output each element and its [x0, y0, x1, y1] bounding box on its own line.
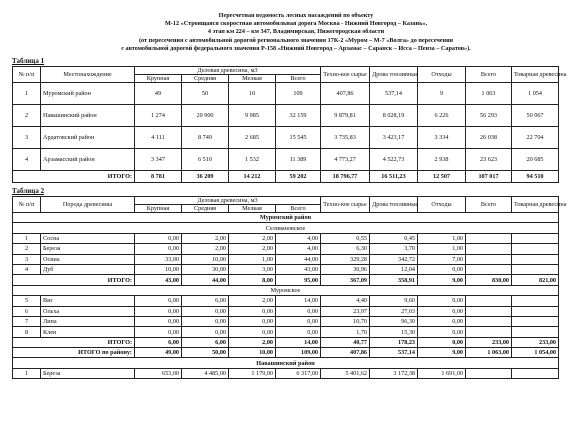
cell-waste: 1,00: [418, 233, 466, 243]
col-technical-header: Техно-кое сырье: [321, 197, 370, 213]
col-small-header: Мелкая: [229, 75, 276, 83]
cell-all: 56 293: [466, 105, 512, 127]
cell-commercial: 1 054: [512, 83, 559, 105]
cell-small: 0,00: [229, 316, 276, 326]
cell-large: 4 111: [135, 127, 182, 149]
cell-total: 32 159: [276, 105, 321, 127]
cell-total: 4,00: [276, 244, 321, 254]
cell-medium: 2,00: [182, 244, 229, 254]
cell-location: Муромский район: [41, 83, 135, 105]
cell-total: 0,00: [276, 316, 321, 326]
cell-firewood: 96,30: [370, 316, 418, 326]
col-firewood-header: Дрова топливные: [370, 197, 418, 213]
cell-small: 10: [229, 83, 276, 105]
cell-commercial: 22 704: [512, 127, 559, 149]
subtotal-commercial: 1 054,00: [512, 348, 559, 358]
cell-commercial: [512, 264, 559, 274]
subtotal-label: ИТОГО:: [13, 337, 135, 347]
cell-large: 0,00: [135, 233, 182, 243]
cell-total: 4,00: [276, 233, 321, 243]
subtotal-small: 2,00: [229, 337, 276, 347]
cell-all: 23 623: [466, 149, 512, 171]
cell-medium: 10,00: [182, 254, 229, 264]
col-location-header: Местонахождение: [41, 67, 135, 83]
cell-total: 43,00: [276, 264, 321, 274]
col-all-header: Всего: [466, 197, 512, 213]
cell-waste: 0,00: [418, 316, 466, 326]
header-line-1: Пересчетная ведомость лесных насаждений по объекту: [218, 12, 374, 19]
cell-species: Ольха: [41, 306, 135, 316]
subtotal-total: 14,00: [276, 337, 321, 347]
total-firewood: 16 511,23: [370, 171, 418, 183]
subtotal-label: ИТОГО по району:: [13, 348, 135, 358]
table-row: [13, 127, 559, 149]
cell-all: [466, 233, 512, 243]
header-line-3: 4 этап км 224 – км 347, Владимирская, Нижегородская области: [207, 28, 385, 36]
cell-num: 5: [13, 296, 41, 306]
col-species-header: Порода древесины: [41, 197, 135, 213]
forestry-name: Муромское: [13, 285, 559, 295]
cell-waste: 9: [418, 83, 466, 105]
table-row: [13, 368, 559, 378]
subtotal-firewood: 358,91: [370, 275, 418, 285]
cell-large: 1 274: [135, 105, 182, 127]
cell-all: 26 038: [466, 127, 512, 149]
cell-num: 4: [13, 264, 41, 274]
cell-firewood: 3,70: [370, 244, 418, 254]
col-large-header: Крупная: [135, 205, 182, 213]
col-commercial-header: Товарная древесина: [512, 197, 559, 213]
cell-large: 0,00: [135, 316, 182, 326]
cell-firewood: 15,30: [370, 327, 418, 337]
table-1-label: Таблица 1: [12, 57, 45, 66]
subtotal-firewood: 178,23: [370, 337, 418, 347]
cell-species: Липа: [41, 316, 135, 326]
subtotal-row: [13, 337, 559, 347]
cell-small: 0,00: [229, 327, 276, 337]
table-row: [13, 327, 559, 337]
cell-total: 14,00: [276, 296, 321, 306]
col-technical-header: Техно-кое сырье: [321, 67, 370, 83]
district-section-row: [13, 358, 559, 368]
header-line-4: (от пересечения с автомобильной дорогой регионального значения 17К-2 «Муром – М-7 «Волга» до пересечения: [138, 36, 454, 44]
total-technical: 18 796,77: [321, 171, 370, 183]
cell-waste: 1,00: [418, 244, 466, 254]
district-name: Навашинский район: [13, 358, 559, 368]
cell-num: 1: [13, 368, 41, 378]
cell-waste: 2 938: [418, 149, 466, 171]
col-small-header: Мелкая: [229, 205, 276, 213]
cell-total: 6 317,00: [276, 368, 321, 378]
cell-num: 2: [13, 105, 41, 127]
summary-table-body: [13, 83, 559, 183]
subtotal-row: [13, 348, 559, 358]
cell-location: Ардатовский район: [41, 127, 135, 149]
cell-large: 0,00: [135, 244, 182, 254]
cell-num: 3: [13, 127, 41, 149]
cell-firewood: 0,45: [370, 233, 418, 243]
forestry-name: Селивановское: [13, 223, 559, 233]
document-header: [32, 12, 560, 53]
cell-all: [466, 244, 512, 254]
col-total-header: Всего: [276, 75, 321, 83]
district-name: Муромский район: [13, 213, 559, 223]
cell-waste: 3 334: [418, 127, 466, 149]
cell-large: 33,00: [135, 254, 182, 264]
detail-table: [12, 196, 567, 379]
col-waste-header: Отходы: [418, 67, 466, 83]
cell-total: 15 545: [276, 127, 321, 149]
col-medium-header: Средняя: [182, 75, 229, 83]
subtotal-row: [13, 275, 559, 285]
total-large: 8 781: [135, 171, 182, 183]
cell-large: 10,00: [135, 264, 182, 274]
cell-location: Навашинский район: [41, 105, 135, 127]
col-commercial-header: Товарная древесина: [512, 67, 559, 83]
cell-technical: 3 735,83: [321, 127, 370, 149]
detail-table-body: [13, 213, 559, 379]
cell-medium: 6,00: [182, 296, 229, 306]
cell-total: 109: [276, 83, 321, 105]
cell-waste: 1 691,00: [418, 368, 466, 378]
cell-small: 1 179,00: [229, 368, 276, 378]
cell-waste: 0,00: [418, 264, 466, 274]
cell-commercial: [512, 368, 559, 378]
table-2-label: Таблица 2: [12, 187, 45, 196]
cell-firewood: 27,03: [370, 306, 418, 316]
cell-species: Сосна: [41, 233, 135, 243]
subtotal-firewood: 537,14: [370, 348, 418, 358]
subtotal-medium: 6,00: [182, 337, 229, 347]
cell-species: Береза: [41, 244, 135, 254]
cell-technical: 329,28: [321, 254, 370, 264]
cell-waste: 6 226: [418, 105, 466, 127]
cell-commercial: [512, 306, 559, 316]
cell-firewood: 9,60: [370, 296, 418, 306]
cell-medium: 6 510: [182, 149, 229, 171]
cell-technical: 23,97: [321, 306, 370, 316]
cell-num: 2: [13, 244, 41, 254]
cell-large: 653,00: [135, 368, 182, 378]
total-medium: 36 209: [182, 171, 229, 183]
subtotal-commercial: 821,00: [512, 275, 559, 285]
col-firewood-header: Дрова топливные: [370, 67, 418, 83]
table-row: [13, 244, 559, 254]
total-label: ИТОГО:: [13, 171, 135, 183]
subtotal-total: 109,00: [276, 348, 321, 358]
cell-total: 0,00: [276, 306, 321, 316]
total-total: 59 202: [276, 171, 321, 183]
col-num-header: № п/п: [13, 67, 41, 83]
col-waste-header: Отходы: [418, 197, 466, 213]
cell-technical: 9 879,81: [321, 105, 370, 127]
cell-all: [466, 316, 512, 326]
table-row: [13, 264, 559, 274]
subtotal-large: 6,00: [135, 337, 182, 347]
cell-large: 6,00: [135, 296, 182, 306]
total-all: 107 017: [466, 171, 512, 183]
subtotal-medium: 44,00: [182, 275, 229, 285]
subtotal-small: 8,00: [229, 275, 276, 285]
cell-firewood: 3 423,17: [370, 127, 418, 149]
cell-num: 8: [13, 327, 41, 337]
col-num-header: № п/п: [13, 197, 41, 213]
header-line-5: с автомобильной дорогой федерального значения Р-158 «Нижний Новгород – Арзамас – Саранск – Исса – Пенза – Саратов»).: [121, 44, 471, 52]
cell-large: 0,00: [135, 306, 182, 316]
cell-technical: 4,40: [321, 296, 370, 306]
cell-all: [466, 368, 512, 378]
cell-species: Вяз: [41, 296, 135, 306]
cell-small: 2 685: [229, 127, 276, 149]
cell-large: 49: [135, 83, 182, 105]
cell-firewood: 8 028,19: [370, 105, 418, 127]
cell-commercial: [512, 327, 559, 337]
cell-technical: 1,70: [321, 327, 370, 337]
cell-small: 9 985: [229, 105, 276, 127]
cell-all: [466, 296, 512, 306]
subtotal-all: 830,00: [466, 275, 512, 285]
subtotal-technical: 367,09: [321, 275, 370, 285]
table-row: [13, 306, 559, 316]
cell-small: 1,00: [229, 254, 276, 264]
cell-technical: 4 773,27: [321, 149, 370, 171]
cell-small: 2,00: [229, 244, 276, 254]
cell-num: 1: [13, 83, 41, 105]
subtotal-all: 1 063,00: [466, 348, 512, 358]
cell-medium: 20 900: [182, 105, 229, 127]
subtotal-medium: 50,00: [182, 348, 229, 358]
cell-species: Осина: [41, 254, 135, 264]
subtotal-total: 95,00: [276, 275, 321, 285]
total-waste: 12 507: [418, 171, 466, 183]
cell-num: 1: [13, 233, 41, 243]
cell-large: 0,00: [135, 327, 182, 337]
table-row: [13, 316, 559, 326]
cell-num: 7: [13, 316, 41, 326]
cell-all: 1 063: [466, 83, 512, 105]
cell-firewood: 4 522,73: [370, 149, 418, 171]
cell-small: 1 532: [229, 149, 276, 171]
cell-small: 3,00: [229, 264, 276, 274]
cell-all: [466, 306, 512, 316]
cell-commercial: [512, 233, 559, 243]
table-row: [13, 83, 559, 105]
cell-firewood: 12,04: [370, 264, 418, 274]
subtotal-technical: 407,86: [321, 348, 370, 358]
forestry-subsection-row: [13, 285, 559, 295]
header-line-2: М-12 «Строящаяся скоростная автомобильная дорога Москва - Нижний Новгород – Казань»,: [164, 20, 428, 28]
subtotal-waste: 0,00: [418, 337, 466, 347]
cell-species: Береза: [41, 368, 135, 378]
subtotal-waste: 9,00: [418, 348, 466, 358]
cell-technical: 0,55: [321, 233, 370, 243]
cell-all: [466, 264, 512, 274]
subtotal-large: 43,00: [135, 275, 182, 285]
cell-medium: 4 485,00: [182, 368, 229, 378]
table-row: [13, 296, 559, 306]
cell-technical: 6,30: [321, 244, 370, 254]
cell-large: 3 347: [135, 149, 182, 171]
table-row: [13, 105, 559, 127]
cell-waste: 0,00: [418, 327, 466, 337]
cell-medium: 2,00: [182, 233, 229, 243]
cell-medium: 0,00: [182, 327, 229, 337]
cell-medium: 50: [182, 83, 229, 105]
cell-species: Клен: [41, 327, 135, 337]
subtotal-small: 10,00: [229, 348, 276, 358]
cell-commercial: 50 067: [512, 105, 559, 127]
cell-firewood: 342,72: [370, 254, 418, 264]
table-row: [13, 233, 559, 243]
subtotal-label: ИТОГО:: [13, 275, 135, 285]
cell-medium: 0,00: [182, 316, 229, 326]
cell-commercial: [512, 244, 559, 254]
forestry-subsection-row: [13, 223, 559, 233]
cell-num: 6: [13, 306, 41, 316]
cell-technical: 5 401,62: [321, 368, 370, 378]
subtotal-commercial: 233,00: [512, 337, 559, 347]
col-large-header: Крупная: [135, 75, 182, 83]
cell-small: 0,00: [229, 306, 276, 316]
cell-num: 4: [13, 149, 41, 171]
cell-technical: 30,96: [321, 264, 370, 274]
subtotal-large: 49,00: [135, 348, 182, 358]
subtotal-all: 233,00: [466, 337, 512, 347]
cell-medium: 30,00: [182, 264, 229, 274]
cell-commercial: [512, 254, 559, 264]
district-section-row: [13, 213, 559, 223]
table-row: [13, 149, 559, 171]
cell-species: Дуб: [41, 264, 135, 274]
cell-waste: 0,00: [418, 296, 466, 306]
cell-waste: 7,00: [418, 254, 466, 264]
cell-small: 2,00: [229, 233, 276, 243]
col-business-wood-header: Деловая древесина, м3: [135, 67, 321, 75]
cell-total: 0,00: [276, 327, 321, 337]
total-commercial: 94 510: [512, 171, 559, 183]
summary-table: [12, 66, 567, 183]
cell-commercial: [512, 296, 559, 306]
total-small: 14 212: [229, 171, 276, 183]
cell-firewood: 3 172,38: [370, 368, 418, 378]
cell-medium: 0,00: [182, 306, 229, 316]
cell-commercial: 20 685: [512, 149, 559, 171]
cell-all: [466, 327, 512, 337]
col-all-header: Всего: [466, 67, 512, 83]
table-row: [13, 254, 559, 264]
table-total-row: [13, 171, 559, 183]
cell-location: Арзамасский район: [41, 149, 135, 171]
subtotal-waste: 9,00: [418, 275, 466, 285]
cell-firewood: 537,14: [370, 83, 418, 105]
cell-all: [466, 254, 512, 264]
cell-total: 44,00: [276, 254, 321, 264]
cell-technical: 407,86: [321, 83, 370, 105]
cell-small: 2,00: [229, 296, 276, 306]
subtotal-technical: 40,77: [321, 337, 370, 347]
cell-medium: 8 749: [182, 127, 229, 149]
col-business-wood-header: Деловая древесина, м3: [135, 197, 321, 205]
cell-technical: 10,70: [321, 316, 370, 326]
col-medium-header: Средняя: [182, 205, 229, 213]
col-total-header: Всего: [276, 205, 321, 213]
cell-total: 11 389: [276, 149, 321, 171]
cell-commercial: [512, 316, 559, 326]
cell-num: 3: [13, 254, 41, 264]
cell-waste: 0,00: [418, 306, 466, 316]
